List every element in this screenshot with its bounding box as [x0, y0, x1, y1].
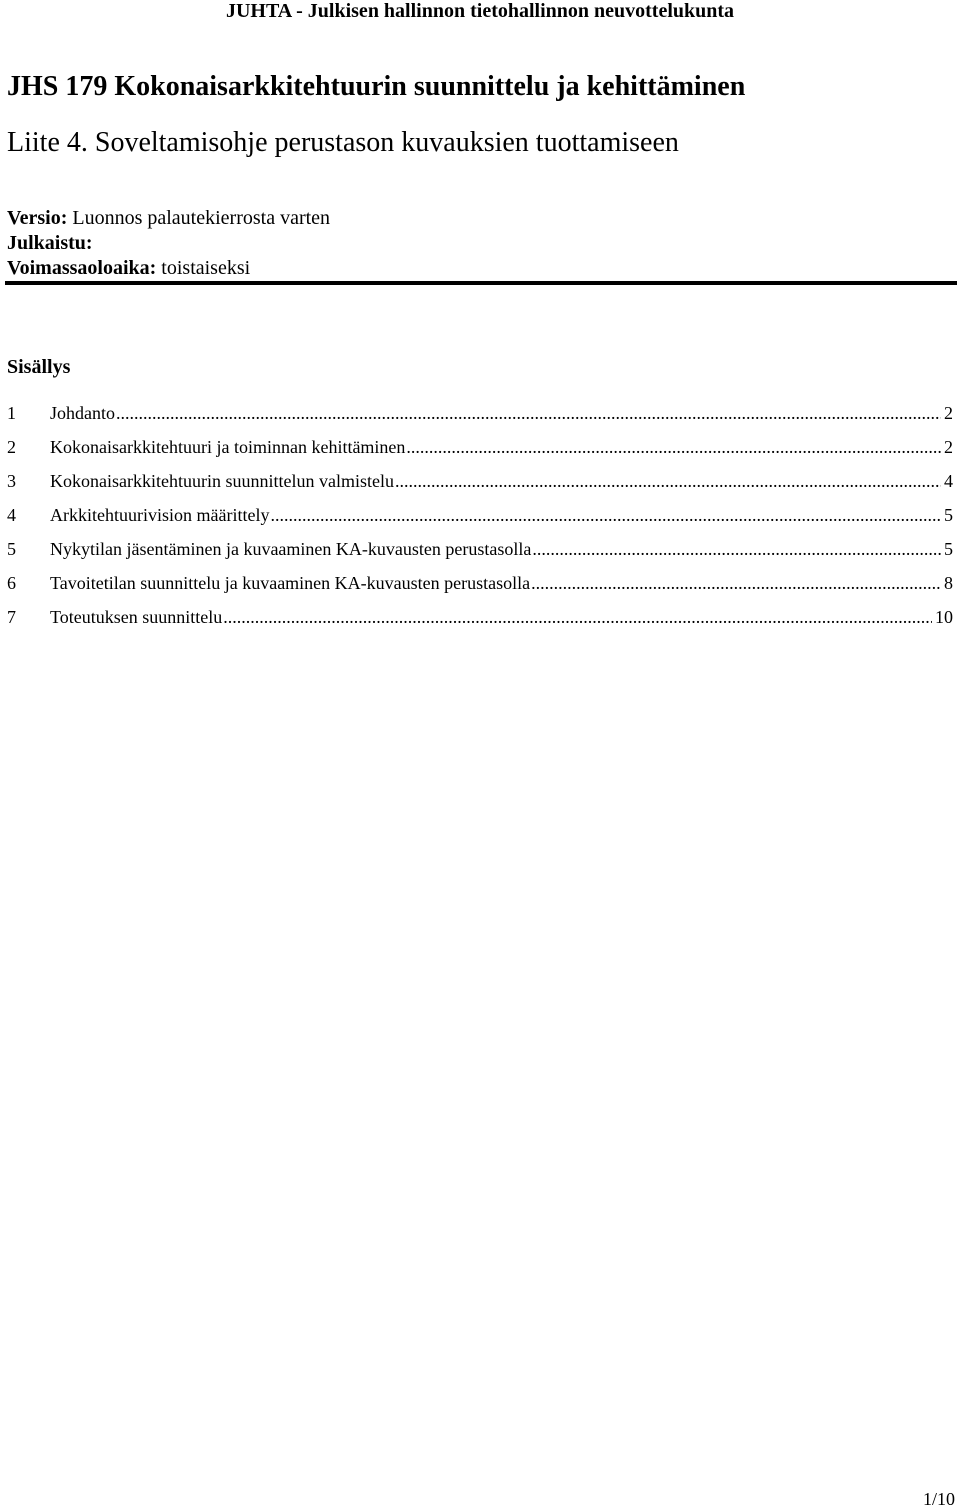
toc-entry-number: 6 — [7, 573, 16, 593]
table-of-contents — [7, 402, 953, 640]
toc-entry-title[interactable]: Nykytilan jäsentäminen ja kuvaaminen KA-kuvausten perustasolla — [50, 539, 532, 559]
toc-leader-dots — [116, 402, 941, 424]
page-number: 1/10 — [922, 1489, 955, 1509]
toc-entry-number: 5 — [7, 539, 16, 559]
version-line — [7, 206, 330, 230]
toc-entry-page[interactable]: 2 — [944, 437, 953, 457]
published-line — [7, 231, 93, 255]
toc-entry-title[interactable]: Johdanto — [50, 403, 115, 423]
version-label: Versio: — [7, 207, 68, 229]
toc-leader-dots — [406, 436, 941, 458]
toc-leader-dots — [223, 606, 932, 628]
version-value: Luonnos palautekierrosta varten — [72, 207, 331, 229]
toc-entry-title[interactable]: Toteutuksen suunnittelu — [50, 607, 223, 627]
toc-entry-page[interactable]: 10 — [935, 607, 953, 627]
toc-entry-number: 1 — [7, 403, 16, 423]
toc-leader-dots — [531, 572, 941, 594]
toc-entry-number: 4 — [7, 505, 16, 525]
toc-entry-title[interactable]: Kokonaisarkkitehtuuri ja toiminnan kehittäminen — [50, 437, 406, 457]
toc-entry-number: 7 — [7, 607, 16, 627]
document-subtitle: Liite 4. Soveltamisohje perustason kuvauksien tuottamiseen — [7, 127, 679, 158]
header-divider — [5, 281, 957, 285]
toc-entry-5[interactable] — [7, 538, 953, 572]
validity-label: Voimassaoloaika: — [7, 257, 157, 279]
toc-entry-1[interactable] — [7, 402, 953, 436]
organization-header: JUHTA - Julkisen hallinnon tietohallinnon neuvottelukunta — [225, 0, 735, 22]
validity-value: toistaiseksi — [161, 257, 251, 279]
published-label: Julkaistu: — [7, 232, 93, 254]
toc-entry-page[interactable]: 4 — [944, 471, 953, 491]
document-title: JHS 179 Kokonaisarkkitehtuurin suunnittelu ja kehittäminen — [7, 71, 746, 102]
toc-entry-3[interactable] — [7, 470, 953, 504]
toc-entry-7[interactable] — [7, 606, 953, 640]
toc-entry-title[interactable]: Tavoitetilan suunnittelu ja kuvaaminen KA-kuvausten perustasolla — [50, 573, 531, 593]
toc-entry-title[interactable]: Kokonaisarkkitehtuurin suunnittelun valmistelu — [50, 471, 394, 491]
validity-line — [7, 256, 250, 280]
toc-leader-dots — [395, 470, 941, 492]
toc-entry-2[interactable] — [7, 436, 953, 470]
toc-entry-title[interactable]: Arkkitehtuurivision määrittely — [50, 505, 270, 525]
toc-entry-page[interactable]: 5 — [944, 505, 953, 525]
toc-entry-number: 3 — [7, 471, 16, 491]
toc-entry-page[interactable]: 2 — [944, 403, 953, 423]
toc-entry-page[interactable]: 5 — [944, 539, 953, 559]
toc-entry-4[interactable] — [7, 504, 953, 538]
toc-entry-6[interactable] — [7, 572, 953, 606]
toc-leader-dots — [270, 504, 941, 526]
toc-leader-dots — [532, 538, 941, 560]
toc-entry-page[interactable]: 8 — [944, 573, 953, 593]
toc-entry-number: 2 — [7, 437, 16, 457]
toc-heading: Sisällys — [7, 356, 71, 378]
